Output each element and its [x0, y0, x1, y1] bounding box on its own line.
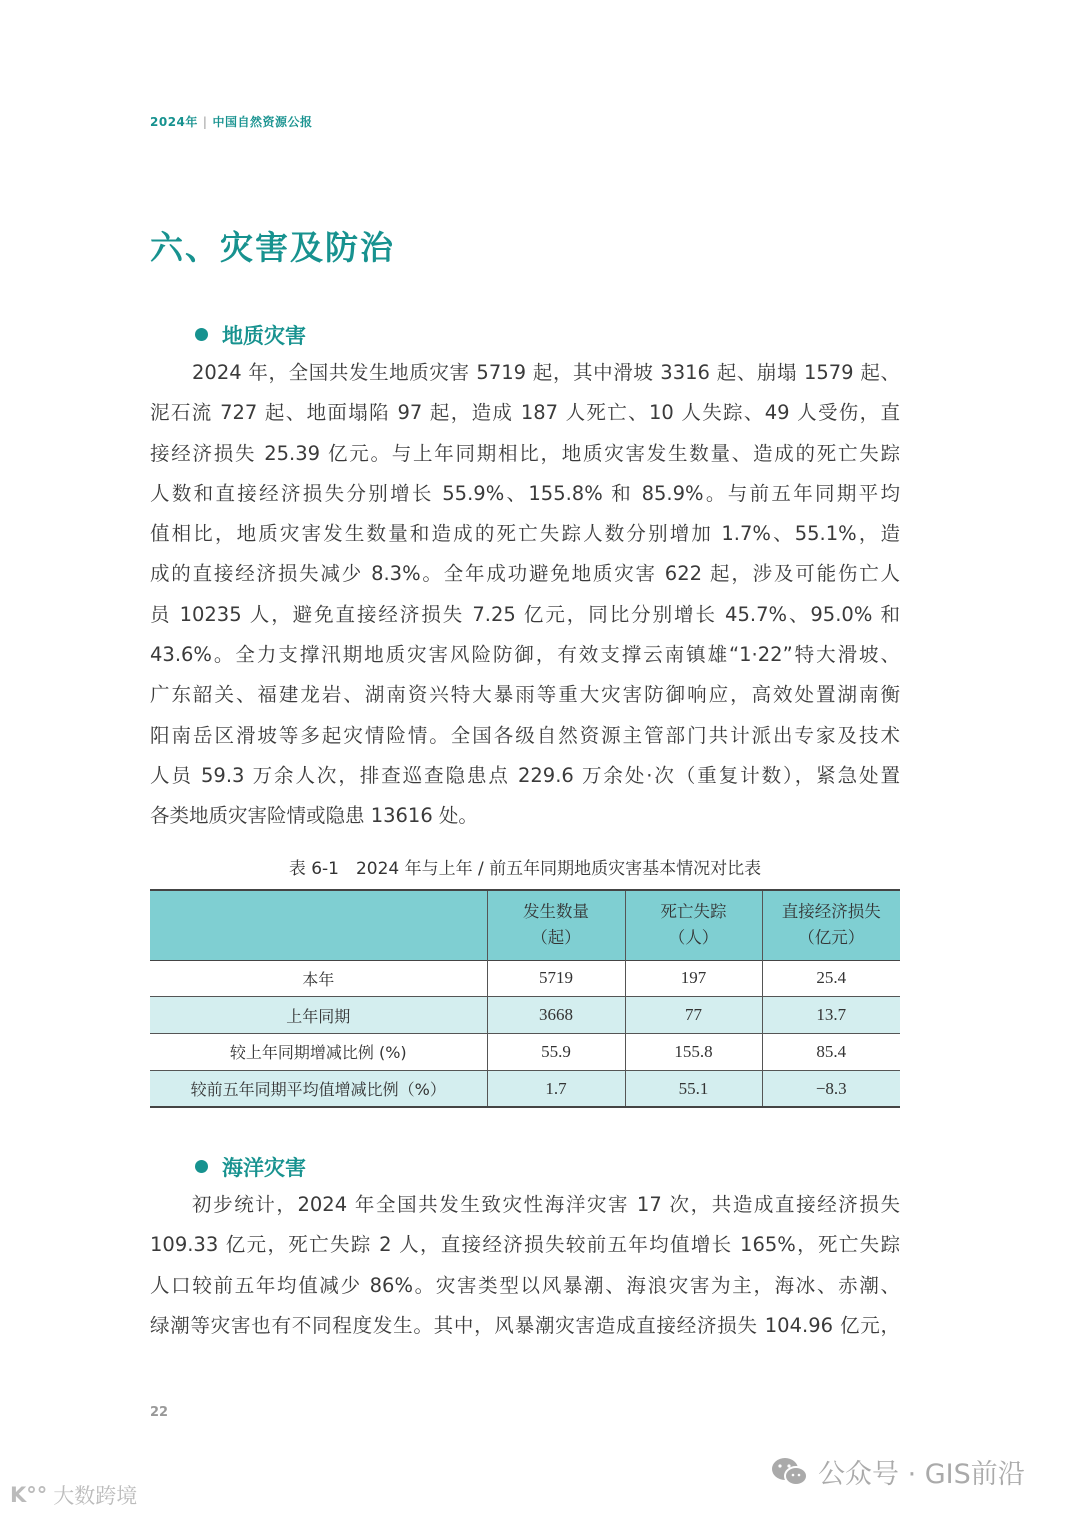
wechat-watermark — [770, 1452, 1025, 1491]
section-heading-text: 海洋灾害 — [222, 1156, 306, 1180]
paragraph-line: 绿潮等灾害也有不同程度发生。其中，风暴潮灾害造成直接经济损失 104.96 亿元， — [150, 1313, 900, 1337]
table-cell: 155.8 — [625, 1034, 762, 1071]
paragraph-line: 人数和直接经济损失分别增长 55.9%、155.8% 和 85.9%。与前五年同期平均 — [150, 481, 900, 505]
paragraph-line: 人口较前五年均值减少 86%。灾害类型以风暴潮、海浪灾害为主，海冰、赤潮、 — [150, 1273, 900, 1297]
paragraph-line: 人员 59.3 万余人次，排查巡查隐患点 229.6 万余处·次（重复计数），紧急处置 — [150, 763, 900, 787]
table-cell: 55.9 — [487, 1034, 625, 1071]
paragraph-line: 员 10235 人，避免直接经济损失 7.25 亿元，同比分别增长 45.7%、95.0% 和 — [150, 602, 900, 626]
table-row — [150, 960, 900, 997]
table-header-cell — [487, 890, 625, 960]
table-header-blank — [150, 890, 487, 960]
bullet-icon — [195, 1160, 208, 1173]
column-name: 死亡失踪 — [660, 902, 727, 922]
section-heading-marine — [195, 1152, 306, 1182]
table-cell: 1.7 — [487, 1070, 625, 1107]
table-header-row — [150, 890, 900, 960]
paragraph-line: 广东韶关、福建龙岩、湖南资兴特大暴雨等重大灾害防御响应，高效处置湖南衡 — [150, 683, 900, 707]
column-name: 发生数量 — [523, 902, 589, 922]
column-unit: （起） — [531, 928, 581, 948]
table-cell: 77 — [625, 997, 762, 1034]
table-row — [150, 1034, 900, 1071]
row-label: 较前五年同期平均值增减比例（%） — [190, 1080, 446, 1100]
paragraph-line: 值相比，地质灾害发生数量和造成的死亡失踪人数分别增加 1.7%、55.1%，造 — [150, 522, 900, 546]
table-cell: 13.7 — [762, 997, 900, 1034]
row-label: 本年 — [302, 969, 335, 989]
table-cell: 85.4 — [762, 1034, 900, 1071]
column-name: 直接经济损失 — [781, 902, 881, 922]
paragraph-line: 成的直接经济损失减少 8.3%。全年成功避免地质灾害 622 起，涉及可能伤亡人 — [150, 562, 900, 586]
paragraph-line: 泥石流 727 起、地面塌陷 97 起，造成 187 人死亡、10 人失踪、49 人受伤，直 — [150, 401, 900, 425]
row-label: 较上年同期增减比例 (%) — [229, 1043, 407, 1063]
comparison-table — [150, 889, 900, 1108]
brand-logo-icon: K°° — [10, 1483, 48, 1507]
table-cell: 197 — [625, 960, 762, 997]
brand-watermark-text: 大数跨境 — [53, 1484, 138, 1508]
column-unit: （人） — [668, 928, 719, 948]
paragraph-line: 43.6%。全力支撑汛期地质灾害风险防御，有效支撑云南镇雄“1·22”特大滑坡、 — [150, 643, 900, 667]
paragraph-line: 阳南岳区滑坡等多起灾情险情。全国各级自然资源主管部门共计派出专家及技术 — [150, 723, 900, 747]
table-cell: 55.1 — [625, 1070, 762, 1107]
paragraph-marine — [150, 1185, 900, 1346]
running-header — [150, 113, 312, 130]
paragraph-line: 初步统计，2024 年全国共发生致灾性海洋灾害 17 次，共造成直接经济损失 — [192, 1193, 900, 1216]
section-heading-geological — [195, 320, 306, 350]
wechat-icon — [770, 1455, 810, 1489]
row-label: 上年同期 — [286, 1006, 351, 1026]
table-cell: 3668 — [487, 997, 625, 1034]
section-heading-text: 地质灾害 — [222, 324, 306, 348]
table-cell: −8.3 — [762, 1070, 900, 1107]
paragraph-line: 109.33 亿元，死亡失踪 2 人，直接经济损失较前五年均值增长 165%，死亡失踪 — [150, 1233, 900, 1257]
bullet-icon — [195, 328, 208, 341]
table-header-cell — [762, 890, 900, 960]
table-cell: 25.4 — [762, 960, 900, 997]
paragraph-line: 接经济损失 25.39 亿元。与上年同期相比，地质灾害发生数量、造成的死亡失踪 — [150, 441, 900, 465]
header-divider: | — [202, 115, 208, 129]
table-cell: 5719 — [487, 960, 625, 997]
header-year: 2024年 — [150, 115, 198, 129]
paragraph-line: 2024 年，全国共发生地质灾害 5719 起，其中滑坡 3316 起、崩塌 1579 起、 — [192, 361, 900, 384]
paragraph-line: 各类地质灾害险情或隐患 13616 处。 — [150, 804, 478, 828]
paragraph-geological — [150, 353, 900, 837]
header-publication: 中国自然资源公报 — [212, 115, 313, 129]
table-row — [150, 1070, 900, 1107]
page-number: 22 — [150, 1405, 169, 1420]
table-caption: 表 6-1 2024 年与上年 / 前五年同期地质灾害基本情况对比表 — [288, 859, 762, 879]
table-row — [150, 997, 900, 1034]
brand-watermark — [10, 1480, 137, 1510]
chapter-title: 六、灾害及防治 — [150, 228, 395, 267]
table-header-cell — [625, 890, 762, 960]
column-unit: （亿元） — [798, 928, 865, 948]
wechat-watermark-text: 公众号 · GIS前沿 — [818, 1459, 1025, 1490]
